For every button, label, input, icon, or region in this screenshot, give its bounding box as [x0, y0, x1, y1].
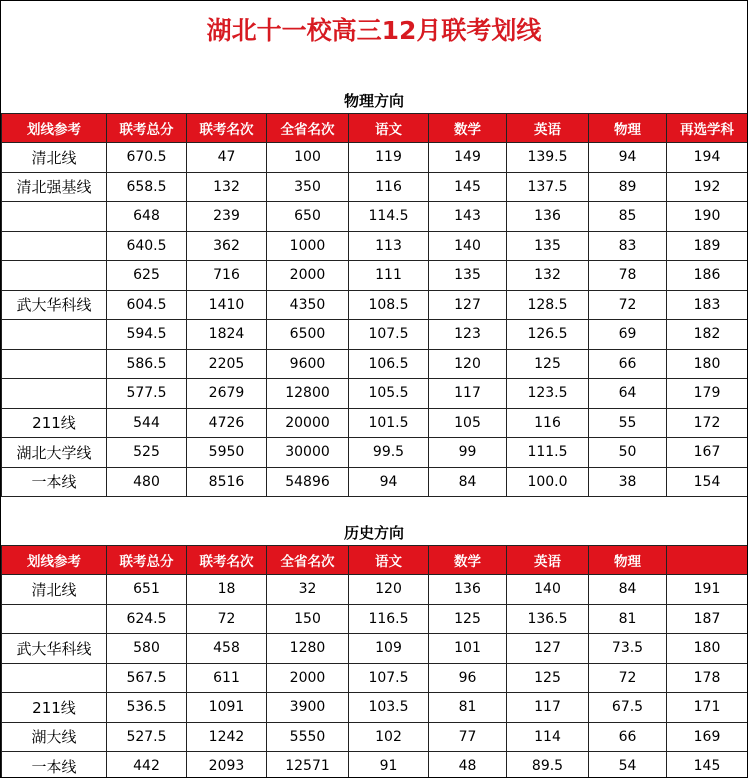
table-row	[2, 575, 748, 605]
value-cell: 604.5	[107, 290, 187, 320]
value-cell: 132	[187, 172, 267, 202]
value-cell: 1091	[187, 693, 267, 723]
value-cell: 180	[667, 634, 748, 664]
value-cell: 69	[589, 320, 667, 350]
value-cell: 12800	[267, 379, 349, 409]
value-cell: 154	[667, 467, 748, 497]
row-label-cell: 211线	[2, 693, 107, 723]
history-header-row	[2, 546, 748, 575]
value-cell: 2000	[267, 261, 349, 291]
value-cell: 132	[507, 261, 589, 291]
value-cell: 94	[349, 467, 429, 497]
value-cell: 182	[667, 320, 748, 350]
value-cell: 9600	[267, 349, 349, 379]
value-cell: 20000	[267, 408, 349, 438]
value-cell: 123	[429, 320, 507, 350]
table-row	[2, 438, 748, 468]
physics-header-cell: 联考总分	[107, 114, 187, 143]
history-header-cell: 划线参考	[2, 546, 107, 575]
section-spacer	[1, 497, 747, 521]
table-row	[2, 408, 748, 438]
table-row	[2, 172, 748, 202]
row-label-cell: 武大华科线	[2, 634, 107, 664]
value-cell: 89.5	[507, 752, 589, 779]
table-row	[2, 379, 748, 409]
table-row	[2, 320, 748, 350]
table-row	[2, 143, 748, 173]
row-label-cell: 湖大线	[2, 722, 107, 752]
row-label-cell: 211线	[2, 408, 107, 438]
value-cell: 91	[349, 752, 429, 779]
table-row	[2, 231, 748, 261]
row-label-cell	[2, 231, 107, 261]
row-label-cell	[2, 604, 107, 634]
value-cell: 105	[429, 408, 507, 438]
value-cell: 3900	[267, 693, 349, 723]
value-cell: 101	[429, 634, 507, 664]
value-cell: 2000	[267, 663, 349, 693]
value-cell: 536.5	[107, 693, 187, 723]
value-cell: 143	[429, 202, 507, 232]
value-cell: 89	[589, 172, 667, 202]
row-label-cell: 一本线	[2, 752, 107, 779]
value-cell: 527.5	[107, 722, 187, 752]
value-cell: 117	[429, 379, 507, 409]
value-cell: 8516	[187, 467, 267, 497]
value-cell: 183	[667, 290, 748, 320]
value-cell: 136	[429, 575, 507, 605]
value-cell: 178	[667, 663, 748, 693]
value-cell: 116	[507, 408, 589, 438]
value-cell: 624.5	[107, 604, 187, 634]
physics-header-cell: 全省名次	[267, 114, 349, 143]
value-cell: 109	[349, 634, 429, 664]
value-cell: 350	[267, 172, 349, 202]
value-cell: 586.5	[107, 349, 187, 379]
value-cell: 6500	[267, 320, 349, 350]
value-cell: 135	[507, 231, 589, 261]
physics-header-cell: 划线参考	[2, 114, 107, 143]
value-cell: 78	[589, 261, 667, 291]
value-cell: 1242	[187, 722, 267, 752]
value-cell: 48	[429, 752, 507, 779]
value-cell: 125	[507, 349, 589, 379]
value-cell: 107.5	[349, 320, 429, 350]
value-cell: 145	[667, 752, 748, 779]
row-label-cell: 清北线	[2, 143, 107, 173]
value-cell: 651	[107, 575, 187, 605]
value-cell: 111.5	[507, 438, 589, 468]
value-cell: 1410	[187, 290, 267, 320]
value-cell: 126.5	[507, 320, 589, 350]
history-header-cell: 语文	[349, 546, 429, 575]
value-cell: 38	[589, 467, 667, 497]
value-cell: 140	[429, 231, 507, 261]
value-cell: 2093	[187, 752, 267, 779]
value-cell: 117	[507, 693, 589, 723]
value-cell: 442	[107, 752, 187, 779]
value-cell: 67.5	[589, 693, 667, 723]
value-cell: 640.5	[107, 231, 187, 261]
physics-table-body	[2, 143, 748, 497]
value-cell: 1824	[187, 320, 267, 350]
value-cell: 103.5	[349, 693, 429, 723]
value-cell: 72	[589, 663, 667, 693]
history-table-body	[2, 575, 748, 779]
value-cell: 128.5	[507, 290, 589, 320]
history-header-cell: 物理	[589, 546, 667, 575]
value-cell: 84	[589, 575, 667, 605]
physics-header-cell: 英语	[507, 114, 589, 143]
value-cell: 102	[349, 722, 429, 752]
value-cell: 125	[507, 663, 589, 693]
value-cell: 186	[667, 261, 748, 291]
value-cell: 83	[589, 231, 667, 261]
value-cell: 567.5	[107, 663, 187, 693]
row-label-cell	[2, 663, 107, 693]
table-row	[2, 467, 748, 497]
value-cell: 187	[667, 604, 748, 634]
value-cell: 239	[187, 202, 267, 232]
value-cell: 107.5	[349, 663, 429, 693]
value-cell: 4350	[267, 290, 349, 320]
physics-header-cell: 联考名次	[187, 114, 267, 143]
value-cell: 192	[667, 172, 748, 202]
history-section-title: 历史方向	[343, 524, 404, 542]
value-cell: 54	[589, 752, 667, 779]
value-cell: 179	[667, 379, 748, 409]
value-cell: 140	[507, 575, 589, 605]
value-cell: 544	[107, 408, 187, 438]
value-cell: 139.5	[507, 143, 589, 173]
table-row	[2, 663, 748, 693]
value-cell: 135	[429, 261, 507, 291]
history-header-cell: 全省名次	[267, 546, 349, 575]
value-cell: 116	[349, 172, 429, 202]
value-cell: 120	[429, 349, 507, 379]
value-cell: 119	[349, 143, 429, 173]
physics-header-cell: 再选学科	[667, 114, 748, 143]
value-cell: 116.5	[349, 604, 429, 634]
value-cell: 580	[107, 634, 187, 664]
value-cell: 670.5	[107, 143, 187, 173]
value-cell: 50	[589, 438, 667, 468]
value-cell: 650	[267, 202, 349, 232]
value-cell: 55	[589, 408, 667, 438]
table-row	[2, 261, 748, 291]
value-cell: 127	[507, 634, 589, 664]
value-cell: 106.5	[349, 349, 429, 379]
value-cell: 458	[187, 634, 267, 664]
table-row	[2, 604, 748, 634]
table-row	[2, 349, 748, 379]
physics-table	[1, 113, 748, 497]
row-label-cell	[2, 349, 107, 379]
physics-section-title: 物理方向	[343, 92, 404, 110]
table-row	[2, 722, 748, 752]
value-cell: 658.5	[107, 172, 187, 202]
value-cell: 594.5	[107, 320, 187, 350]
value-cell: 18	[187, 575, 267, 605]
value-cell: 54896	[267, 467, 349, 497]
value-cell: 81	[429, 693, 507, 723]
physics-header-cell: 语文	[349, 114, 429, 143]
value-cell: 480	[107, 467, 187, 497]
value-cell: 12571	[267, 752, 349, 779]
value-cell: 180	[667, 349, 748, 379]
title-spacer	[1, 61, 747, 89]
value-cell: 47	[187, 143, 267, 173]
row-label-cell: 清北强基线	[2, 172, 107, 202]
value-cell: 1000	[267, 231, 349, 261]
value-cell: 5950	[187, 438, 267, 468]
value-cell: 611	[187, 663, 267, 693]
value-cell: 100.0	[507, 467, 589, 497]
row-label-cell: 一本线	[2, 467, 107, 497]
value-cell: 150	[267, 604, 349, 634]
value-cell: 2205	[187, 349, 267, 379]
value-cell: 100	[267, 143, 349, 173]
value-cell: 72	[589, 290, 667, 320]
row-label-cell	[2, 320, 107, 350]
value-cell: 94	[589, 143, 667, 173]
physics-header-cell: 物理	[589, 114, 667, 143]
physics-header-row	[2, 114, 748, 143]
value-cell: 189	[667, 231, 748, 261]
row-label-cell	[2, 261, 107, 291]
value-cell: 114	[507, 722, 589, 752]
value-cell: 120	[349, 575, 429, 605]
value-cell: 137.5	[507, 172, 589, 202]
value-cell: 114.5	[349, 202, 429, 232]
row-label-cell: 湖北大学线	[2, 438, 107, 468]
value-cell: 99	[429, 438, 507, 468]
value-cell: 4726	[187, 408, 267, 438]
history-header-cell	[667, 546, 748, 575]
value-cell: 99.5	[349, 438, 429, 468]
value-cell: 127	[429, 290, 507, 320]
history-table	[1, 545, 748, 778]
value-cell: 716	[187, 261, 267, 291]
value-cell: 101.5	[349, 408, 429, 438]
value-cell: 5550	[267, 722, 349, 752]
history-header-cell: 英语	[507, 546, 589, 575]
value-cell: 136	[507, 202, 589, 232]
value-cell: 66	[589, 722, 667, 752]
row-label-cell	[2, 202, 107, 232]
value-cell: 85	[589, 202, 667, 232]
value-cell: 96	[429, 663, 507, 693]
value-cell: 167	[667, 438, 748, 468]
value-cell: 77	[429, 722, 507, 752]
value-cell: 66	[589, 349, 667, 379]
value-cell: 169	[667, 722, 748, 752]
value-cell: 125	[429, 604, 507, 634]
value-cell: 577.5	[107, 379, 187, 409]
value-cell: 64	[589, 379, 667, 409]
value-cell: 648	[107, 202, 187, 232]
value-cell: 108.5	[349, 290, 429, 320]
value-cell: 32	[267, 575, 349, 605]
value-cell: 30000	[267, 438, 349, 468]
value-cell: 149	[429, 143, 507, 173]
value-cell: 362	[187, 231, 267, 261]
value-cell: 81	[589, 604, 667, 634]
table-row	[2, 634, 748, 664]
value-cell: 191	[667, 575, 748, 605]
value-cell: 84	[429, 467, 507, 497]
row-label-cell: 武大华科线	[2, 290, 107, 320]
value-cell: 123.5	[507, 379, 589, 409]
value-cell: 113	[349, 231, 429, 261]
table-row	[2, 202, 748, 232]
history-header-cell: 联考总分	[107, 546, 187, 575]
table-row	[2, 693, 748, 723]
value-cell: 111	[349, 261, 429, 291]
history-header-cell: 数学	[429, 546, 507, 575]
table-row	[2, 290, 748, 320]
value-cell: 625	[107, 261, 187, 291]
value-cell: 2679	[187, 379, 267, 409]
value-cell: 73.5	[589, 634, 667, 664]
history-header-cell: 联考名次	[187, 546, 267, 575]
row-label-cell: 清北线	[2, 575, 107, 605]
row-label-cell	[2, 379, 107, 409]
value-cell: 171	[667, 693, 748, 723]
value-cell: 525	[107, 438, 187, 468]
value-cell: 72	[187, 604, 267, 634]
page-title: 湖北十一校高三12月联考划线	[206, 16, 542, 45]
value-cell: 194	[667, 143, 748, 173]
table-row	[2, 752, 748, 779]
value-cell: 172	[667, 408, 748, 438]
value-cell: 1280	[267, 634, 349, 664]
value-cell: 136.5	[507, 604, 589, 634]
value-cell: 145	[429, 172, 507, 202]
physics-header-cell: 数学	[429, 114, 507, 143]
value-cell: 105.5	[349, 379, 429, 409]
value-cell: 190	[667, 202, 748, 232]
